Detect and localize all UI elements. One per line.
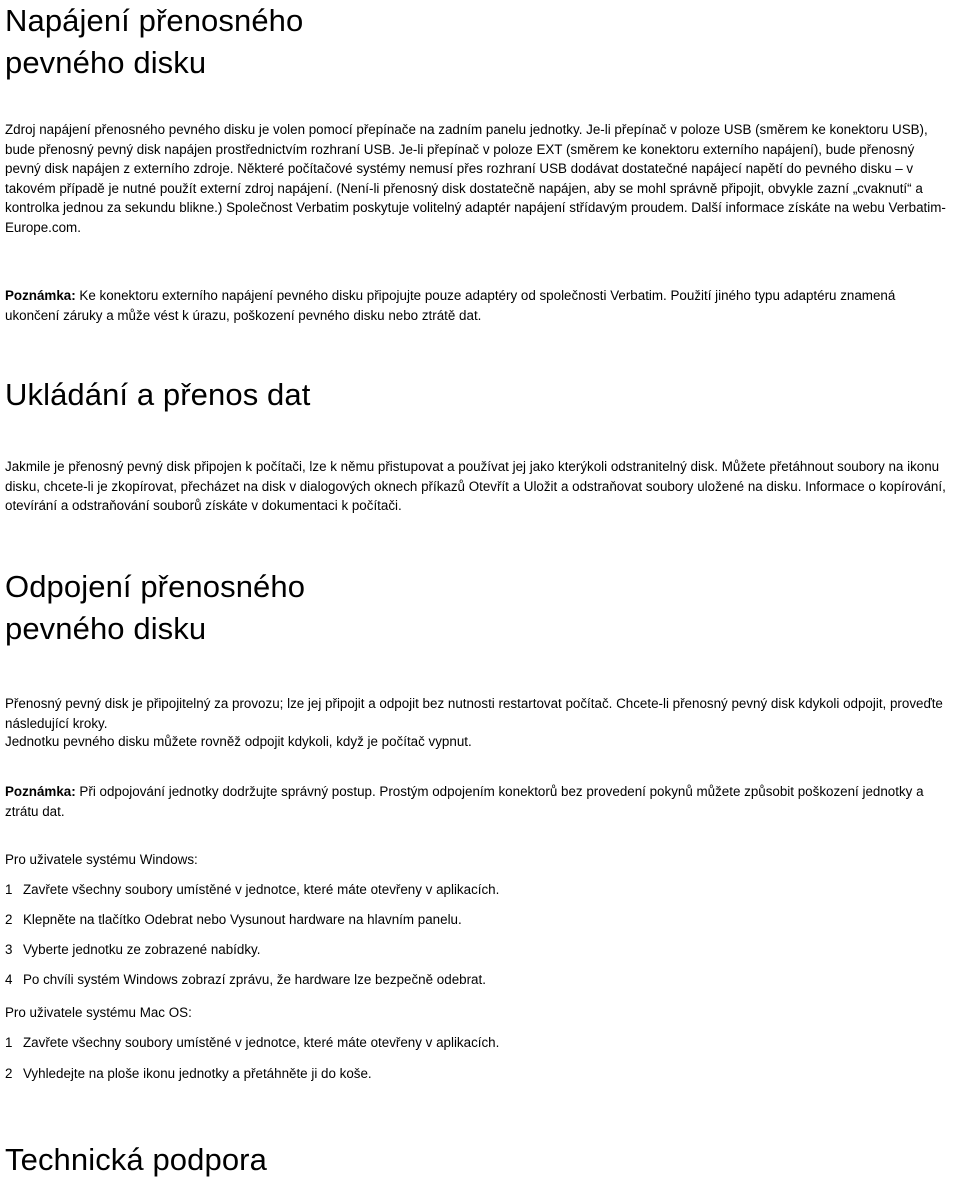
disconnect-note-text: Při odpojování jednotky dodržujte správný postup. Prostým odpojením konektorů bez provedení pokynů můžete způsobit poškození jednotky a ztrátu dat. <box>5 784 924 819</box>
heading-disconnect-line2: pevného disku <box>5 611 207 646</box>
power-note <box>5 286 950 325</box>
step-number: 1 <box>5 1035 13 1050</box>
power-note-label: Poznámka: <box>5 288 76 303</box>
heading-power-line1: Napájení přenosného <box>5 3 304 38</box>
step-number: 2 <box>5 912 13 927</box>
step-text: Vyhledejte na ploše ikonu jednotky a přetáhněte ji do koše. <box>23 1066 372 1081</box>
windows-step <box>5 880 950 900</box>
power-note-text: Ke konektoru externího napájení pevného disku připojujte pouze adaptéry od společnosti Verbatim. Použití jiného typu adaptéru znamená ukončení záruky a může vést k úrazu, poškození pevného disku nebo ztrátě dat. <box>5 288 896 323</box>
heading-disconnect <box>5 566 950 650</box>
step-text: Vyberte jednotku ze zobrazené nabídky. <box>23 942 261 957</box>
heading-storage: Ukládání a přenos dat <box>5 377 311 412</box>
storage-paragraph: Jakmile je přenosný pevný disk připojen k počítači, lze k němu přistupovat a používat jej jako kterýkoli odstranitelný disk. Můžete přetáhnout soubory na ikonu disku, chcete-li je zkopírovat, přecházet na disk v dialogových oknech příkazů Otevřít a Uložit a odstraňovat soubory uložené na disku. Informace o kopírování, otevírání a odstraňování souborů získáte v dokumentaci k počítači. <box>5 459 946 513</box>
step-number: 2 <box>5 1066 13 1081</box>
mac-step <box>5 1033 950 1053</box>
step-text: Zavřete všechny soubory umístěné v jednotce, které máte otevřeny v aplikacích. <box>23 882 500 897</box>
heading-power <box>5 0 950 84</box>
step-text: Zavřete všechny soubory umístěné v jednotce, které máte otevřeny v aplikacích. <box>23 1035 500 1050</box>
windows-step <box>5 940 950 960</box>
step-text: Po chvíli systém Windows zobrazí zprávu, že hardware lze bezpečně odebrat. <box>23 972 486 987</box>
step-number: 3 <box>5 942 13 957</box>
step-text: Klepněte na tlačítko Odebrat nebo Vysunout hardware na hlavním panelu. <box>23 912 462 927</box>
windows-intro: Pro uživatele systému Windows: <box>5 852 198 867</box>
mac-step <box>5 1064 950 1084</box>
heading-support: Technická podpora <box>5 1142 267 1177</box>
heading-power-line2: pevného disku <box>5 45 207 80</box>
disconnect-note-label: Poznámka: <box>5 784 76 799</box>
windows-step <box>5 970 950 990</box>
disconnect-paragraph: Přenosný pevný disk je připojitelný za provozu; lze jej připojit a odpojit bez nutnosti restartovat počítač. Chcete-li přenosný pevný disk kdykoli odpojit, proveďte následující kroky. <box>5 696 943 731</box>
step-number: 4 <box>5 972 13 987</box>
power-paragraph: Zdroj napájení přenosného pevného disku je volen pomocí přepínače na zadním panelu jednotky. Je-li přepínač v poloze USB (směrem ke konektoru USB), bude přenosný pevný disk napájen prostřednictvím rozhraní USB. Je-li přepínač v poloze EXT (směrem ke konektoru externího napájení), bude přenosný pevný disk napájen z externího zdroje. Některé počítačové systémy nemusí přes rozhraní USB dodávat dostatečné napájecí napětí do pevného disku – v takovém případě je nutné použít externí zdroj napájení. (Není-li přenosný disk dostatečně napájen, aby se mohl správně připojit, obvykle zazní „cvaknutí“ a kontrolka jednou za sekundu blikne.) Společnost Verbatim poskytuje volitelný adaptér napájení střídavým proudem. Další informace získáte na webu Verbatim-Europe.com. <box>5 122 946 235</box>
disconnect-paragraph-2: Jednotku pevného disku můžete rovněž odpojit kdykoli, když je počítač vypnut. <box>5 734 472 749</box>
step-number: 1 <box>5 882 13 897</box>
windows-step <box>5 910 950 930</box>
disconnect-note <box>5 782 950 821</box>
mac-intro: Pro uživatele systému Mac OS: <box>5 1005 192 1020</box>
heading-disconnect-line1: Odpojení přenosného <box>5 569 306 604</box>
